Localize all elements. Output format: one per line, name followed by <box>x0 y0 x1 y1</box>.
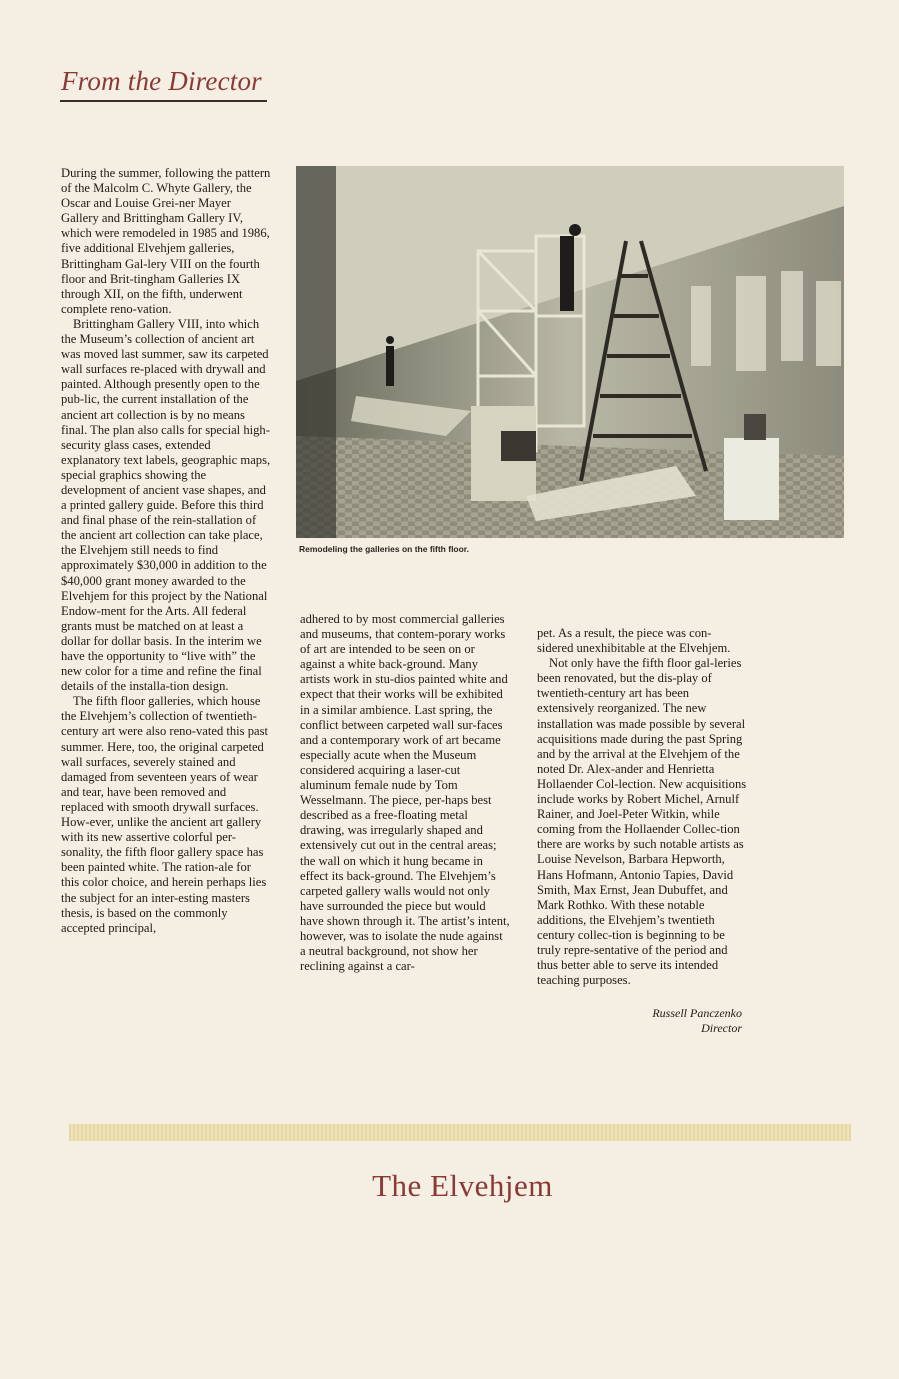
decorative-band <box>69 1124 851 1141</box>
paragraph: pet. As a result, the piece was con-sidered unexhibitable at the Elvehjem. <box>537 626 731 656</box>
article-column-2 <box>300 612 510 974</box>
paragraph: adhered to by most commercial galleries and museums, that contem-porary works of art are intended to be seen on or against a white back-ground. Many artists work in stu-dios painted white and expect that their works will be exhibited in a similar ambience. Last spring, the conflict between carpeted wall sur-faces and a contemporary work of art became especially acute when the Museum considered acquiring a laser-cut aluminum female nude by Tom Wesselmann. The piece, per-haps best described as a free-floating metal drawing, was irregularly shaped and extensively cut out in the central areas; the wall on which it hung became in effect its back-ground. The Elvehjem’s carpeted gallery walls would not only have surrounded the piece but would have shown through it. The artist’s intent, however, was to isolate the nude against a neutral background, not show her reclining against a car- <box>300 612 510 974</box>
title-underline <box>60 100 267 102</box>
paragraph: The fifth floor galleries, which house the Elvehjem’s collection of twentieth-century art were also reno-vated this past summer. Here, too, the original carpeted wall surfaces, severely stained and damaged from seventeen years of wear and tear, have been removed and replaced with smooth drywall surfaces. How-ever, unlike the ancient art gallery with its new assertive colorful per-sonality, the fifth floor gallery space has been painted white. The ration-ale for this color choice, and herein perhaps lies the subject for an inter-esting masters thesis, is based on the commonly accepted principal, <box>61 694 269 935</box>
signature-name: Russell Panczenko <box>652 1006 742 1020</box>
footer-title: The Elvehjem <box>372 1168 553 1203</box>
paragraph: Not only have the fifth floor gal-leries been renovated, but the dis-play of twentieth-century art has been extensively reorganized. The new installation was made possible by several acquisitions made during the past Spring and by the arrival at the Elvehjem of the noted Dr. Alex-ander and Henrietta Hollaender Col-lection. New acquisitions include works by Robert Michel, Arnulf Rainer, and Joel-Peter Witkin, while coming from the Hollaender Collec-tion there are works by such notable artists as Louise Nevelson, Barbara Hepworth, Hans Hofmann, Antonio Tapies, David Smith, Max Ernst, Jean Dubuffet, and Mark Rothko. With these notable additions, the Elvehjem’s twentieth century collec-tion is beginning to be truly repre-sentative of the period and thus better able to serve its intended teaching purposes. <box>537 656 747 988</box>
page-title: From the Director <box>61 66 262 96</box>
paragraph: Brittingham Gallery VIII, into which the Museum’s collection of ancient art was moved last summer, saw its carpeted wall surfaces re-placed with drywall and painted. Although presently open to the pub-lic, the current installation of the ancient art collection is by no means final. The plan also calls for special high-security glass cases, extended explanatory text labels, geographic maps, special graphics showing the development of ancient vase shapes, and a printed gallery guide. Before this third and final phase of the rein-stallation of the ancient art collection can take place, the Elvehjem still needs to find approximately $30,000 in addition to the $40,000 grant money awarded to the Elvehjem for this project by the National Endow-ment for the Arts. All federal grants must be matched on at least a dollar for dollar basis. In the interim we have the opportunity to “live with” the new color for a time and refine the final details of the installa-tion design. <box>61 316 271 694</box>
photo-caption: Remodeling the galleries on the fifth floor. <box>299 544 470 554</box>
paragraph: During the summer, following the pattern of the Malcolm C. Whyte Gallery, the Oscar and Louise Grei-ner Mayer Gallery and Brittingham Gallery IV, which were remodeled in 1985 and 1986, five additional Elvehjem galleries, Brittingham Gal-lery VIII on the fourth floor and Brit-tingham Galleries IX through XII, on the fifth, underwent complete reno-vation. <box>61 166 271 316</box>
article-column-1 <box>61 166 271 936</box>
photo-illustration <box>296 166 844 538</box>
signature-role: Director <box>701 1021 742 1035</box>
signature-block <box>560 1006 742 1036</box>
article-column-3 <box>537 626 747 988</box>
renovation-photo <box>296 166 844 538</box>
